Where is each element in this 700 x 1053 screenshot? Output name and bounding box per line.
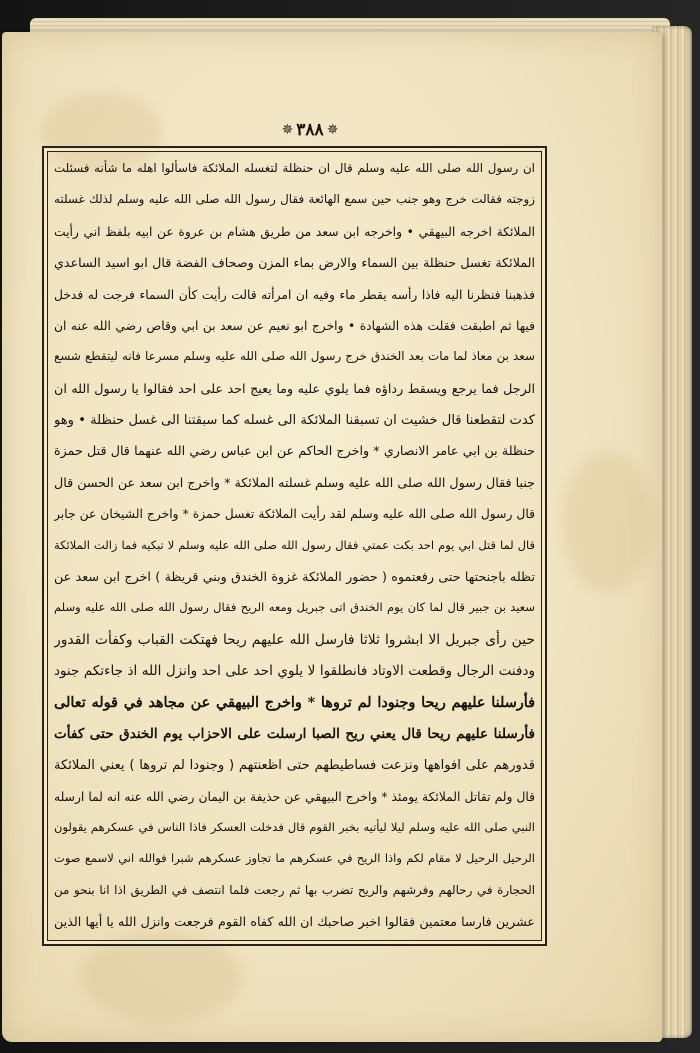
- text-line: فيها ثم اطبقت فقلت هذه الشهادة • واخرج ابو نعيم عن سعد بن ابي وقاص رضي الله عنه ان: [54, 318, 535, 333]
- page-header: [270, 118, 350, 142]
- text-line: قال لما قتل ابي يوم احد بكت عمتي فقال رسول الله صلى الله عليه وسلم لا تبكيه فما زالت الملائكة: [54, 537, 535, 552]
- text-line: الرحيل الرحيل لا مقام لكم واذا الريح في عسكرهم ما تجاوز عسكرهم شبرا فوالله اني لاسمع صوت: [54, 851, 535, 866]
- text-frame: [42, 146, 547, 946]
- text-line: فأرسلنا عليهم ريحا قال يعني ريح الصبا ارسلت على الاحزاب يوم الخندق حتى كفأت: [54, 725, 535, 742]
- text-line: الملائكة تغسل حنظلة بين السماء والارض بماء المزن وصحاف الفضة قال ابو اسيد الساعدي: [54, 255, 535, 271]
- text-line: النبي صلى الله عليه وسلم ليلا ليأتيه بخبر القوم قال فدخلت العسكر فاذا الناس في عسكرهم يقولون: [54, 819, 535, 834]
- text-line: فأرسلنا عليهم ريحا وجنودا لم تروها * واخرج البيهقي عن مجاهد في قوله تعالى: [54, 694, 535, 712]
- text-line: الحجارة في رحالهم وفرشهم والريح تضرب بها ثم رجعت فلما انتصف في الطريق اذا انا بنحو من: [54, 882, 535, 897]
- text-line: الملائكة اخرجه البيهقي • واخرجه ابن سعد من طريق هشام بن عروة عن ابيه بلفظ اني رأيت: [54, 224, 535, 239]
- text-line: قال رسول الله صلى الله عليه وسلم لقد رأيت الملائكة تغسل حمزة * واخرج الشيخان عن جابر: [54, 507, 535, 522]
- ornament-left-icon: ✵: [281, 122, 294, 138]
- text-line: قال ولم تقاتل الملائكة يومئذ * واخرج البيهقي عن حذيفة بن اليمان رضي الله عنه انه لما ارسله: [54, 789, 535, 804]
- text-line: كدت لتقطعنا قال خشيت ان تسبقنا الملائكة الى غسله كما سبقتنا الى غسل حنظلة • وهو: [54, 413, 535, 428]
- text-line: جنبا فقال رسول الله صلى الله عليه وسلم غسلته الملائكة * واخرج ابن سعد عن الحسن قال: [54, 474, 535, 490]
- text-line: تظله باجنحتها حتى رفعتموه ( حضور الملائكة غزوة الخندق وبني قريظة ) اخرج ابن سعد عن: [54, 568, 535, 584]
- text-line: الرجل فما يرجع ويسقط رداؤه فما يلوي عليه وما يعيج احد على احد فقالوا يا رسول الله ان: [54, 380, 535, 396]
- text-line: قدورهم على افواهها ونزعت فساطيطهم حتى اظعنتهم ( وجنودا لم تروها ) يعني الملائكة: [54, 758, 535, 774]
- text-line: ان رسول الله صلى الله عليه وسلم قال ان حنظلة لتغسله الملائكة فاسألوا اهله ما شأنه فسئلت: [54, 161, 535, 175]
- text-body: [54, 158, 535, 936]
- text-line: سعيد بن جبير قال لما كان يوم الخندق اتى جبريل ومعه الريح فقال رسول الله صلى الله عليه وسلم: [54, 600, 535, 615]
- page-number: ٣٨٨: [296, 120, 324, 140]
- text-line: سعد بن معاذ لما مات بعد الخندق خرج رسول الله صلى الله عليه وسلم مسرعا فانه ليتقطع شسع: [54, 349, 535, 364]
- text-line: فذهبنا فنظرنا اليه فاذا رأسه يقطر ماء وفيه ان امرأته قالت رأيت كأن السماء فرجت له فدخل: [54, 287, 535, 302]
- text-line: عشرين فارسا معتمين فقالوا اخبر صاحبك ان الله كفاه القوم فرجعت وانزل الله يا أيها الذين: [54, 914, 535, 929]
- text-line: زوجته فقالت خرج وهو جنب حين سمع الهائعة فقال رسول الله صلى الله عليه وسلم لذلك غسلته: [54, 192, 535, 207]
- text-line: حين رأى جبريل الا ابشروا ثلاثا فارسل الله عليهم ريحا فهتكت القباب وكفأت القدور: [54, 631, 535, 648]
- ornament-right-icon: ✵: [326, 122, 339, 138]
- text-line: حنظلة بن ابي عامر الانصاري * واخرج الحاكم عن ابن عباس رضي الله عنهما قال قتل حمزة: [54, 443, 535, 459]
- text-line: ودفنت الرجال وقطعت الاوتاد فانطلقوا لا يلوي احد على احد وانزل الله اذ جاءتكم جنود: [54, 663, 535, 679]
